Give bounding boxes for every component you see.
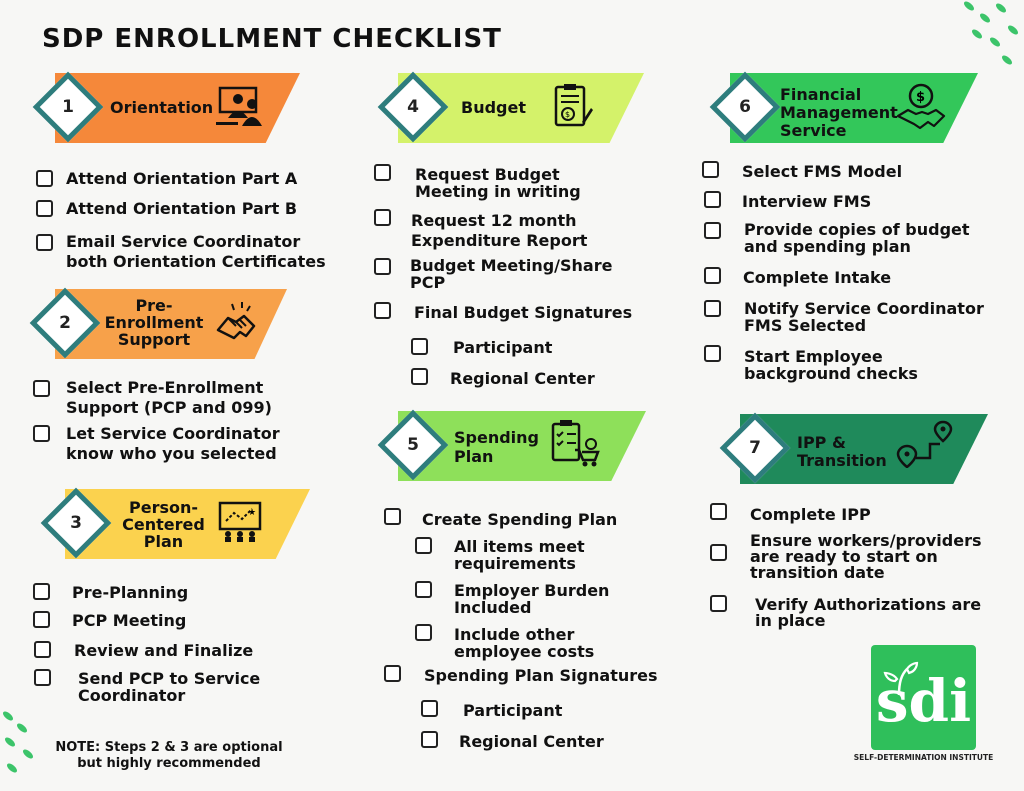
checkbox-final-budget-signatures[interactable] [374, 302, 391, 319]
checkbox-employer-burden[interactable] [415, 581, 432, 598]
checkbox-pcp-meeting[interactable] [33, 611, 50, 628]
item-interview-fms: Interview FMS [742, 192, 872, 211]
logo-wordmark: sdi [875, 667, 972, 735]
step-5-number: 5 [407, 435, 419, 455]
item-budget-meeting-share: Budget Meeting/Share PCP [410, 256, 613, 292]
item-email-certificates: Email Service Coordinator both Orientation Certificates [66, 232, 326, 271]
item-spending-plan-signatures: Spending Plan Signatures [424, 666, 658, 685]
step-7-title: IPP & Transition [797, 433, 887, 470]
step-1-title: Orientation [110, 98, 214, 117]
item-select-pre-enrollment: Select Pre-Enrollment Support (PCP and 099) [66, 378, 272, 417]
checkbox-employee-costs[interactable] [415, 624, 432, 641]
step-7-number: 7 [749, 438, 761, 458]
checkbox-attend-orientation-b[interactable] [36, 200, 53, 217]
route-pin-icon [893, 420, 955, 468]
checkbox-spending-plan-signatures[interactable] [384, 665, 401, 682]
checkbox-let-coordinator-know[interactable] [33, 425, 50, 442]
step-2-title: Pre-Enrollment Support [104, 296, 204, 349]
checkbox-provide-copies[interactable] [704, 222, 721, 239]
checkbox-interview-fms[interactable] [704, 191, 721, 208]
checkbox-spending-regional-center[interactable] [421, 731, 438, 748]
item-background-checks: Start Employee background checks [744, 347, 918, 383]
checkbox-request-budget-meeting[interactable] [374, 164, 391, 181]
checkbox-select-fms-model[interactable] [702, 161, 719, 178]
item-complete-ipp: Complete IPP [750, 505, 871, 524]
checkbox-notify-coordinator[interactable] [704, 300, 721, 317]
step-4-number: 4 [407, 97, 419, 117]
item-let-coordinator-know: Let Service Coordinator know who you selected [66, 424, 280, 463]
item-review-finalize: Review and Finalize [74, 641, 254, 660]
footnote: NOTE: Steps 2 & 3 are optional but highly recommended [55, 740, 283, 771]
item-budget-participant: Participant [453, 338, 553, 357]
svg-text:$: $ [565, 110, 571, 119]
handshake-icon [214, 300, 260, 344]
presentation-icon [214, 86, 264, 128]
decorative-dots-bottom-left [0, 708, 45, 788]
item-spending-regional-center: Regional Center [459, 732, 604, 751]
money-handshake-icon [896, 82, 946, 132]
item-create-spending-plan: Create Spending Plan [422, 510, 618, 529]
checkbox-complete-ipp[interactable] [710, 503, 727, 520]
checkbox-budget-participant[interactable] [411, 338, 428, 355]
item-send-pcp: Send PCP to Service Coordinator [78, 669, 261, 705]
svg-text:★: ★ [248, 508, 257, 518]
item-select-fms-model: Select FMS Model [742, 162, 903, 181]
step-6-title: Financial Management Service [780, 85, 898, 140]
checkbox-all-items-meet[interactable] [415, 537, 432, 554]
step-3-number: 3 [70, 513, 82, 533]
item-final-budget-signatures: Final Budget Signatures [414, 303, 633, 322]
item-spending-participant: Participant [463, 701, 563, 720]
item-request-budget-meeting: Request Budget Meeting in writing [415, 165, 581, 201]
step-4-title: Budget [461, 98, 526, 117]
checkbox-create-spending-plan[interactable] [384, 508, 401, 525]
checkbox-budget-meeting-share[interactable] [374, 258, 391, 275]
sdi-logo [871, 645, 976, 750]
checkbox-spending-participant[interactable] [421, 700, 438, 717]
item-employer-burden: Employer Burden Included [454, 581, 610, 617]
checkbox-budget-regional-center[interactable] [411, 368, 428, 385]
checklist-cart-icon [549, 418, 601, 468]
page-title: SDP ENROLLMENT CHECKLIST [42, 24, 502, 54]
checkbox-request-expenditure-report[interactable] [374, 209, 391, 226]
checkbox-review-finalize[interactable] [34, 641, 51, 658]
checkbox-background-checks[interactable] [704, 345, 721, 362]
item-all-items-meet: All items meet requirements [454, 537, 585, 573]
checkbox-email-certificates[interactable] [36, 234, 53, 251]
checkbox-complete-intake[interactable] [704, 267, 721, 284]
step-6-number: 6 [739, 97, 751, 117]
item-pcp-meeting: PCP Meeting [72, 611, 187, 630]
item-provide-copies: Provide copies of budget and spending plan [744, 220, 970, 256]
item-attend-orientation-b: Attend Orientation Part B [66, 199, 298, 218]
item-budget-regional-center: Regional Center [450, 369, 595, 388]
item-notify-coordinator: Notify Service Coordinator FMS Selected [744, 299, 984, 335]
decorative-dots-top-right [955, 0, 1024, 70]
step-5-title: Spending Plan [454, 428, 539, 466]
checkbox-select-pre-enrollment[interactable] [33, 380, 50, 397]
checkbox-pre-planning[interactable] [33, 583, 50, 600]
item-ensure-workers: Ensure workers/providers are ready to start on transition date [750, 531, 982, 582]
item-employee-costs: Include other employee costs [454, 625, 595, 661]
item-request-expenditure-report: Request 12 month Expenditure Report [411, 211, 588, 250]
step-2-number: 2 [59, 313, 71, 333]
step-1-number: 1 [62, 97, 74, 117]
item-verify-authorizations: Verify Authorizations are in place [755, 595, 982, 630]
checkbox-ensure-workers[interactable] [710, 544, 727, 561]
item-complete-intake: Complete Intake [743, 268, 892, 287]
step-3-title: Person-Centered Plan [122, 498, 205, 551]
checkbox-attend-orientation-a[interactable] [36, 170, 53, 187]
checkbox-send-pcp[interactable] [34, 669, 51, 686]
planning-board-icon [218, 501, 262, 543]
item-attend-orientation-a: Attend Orientation Part A [66, 169, 298, 188]
item-pre-planning: Pre-Planning [72, 583, 189, 602]
budget-clipboard-icon [552, 82, 594, 130]
checkbox-verify-authorizations[interactable] [710, 595, 727, 612]
svg-text:$: $ [916, 90, 926, 105]
logo-caption: SELF-DETERMINATION INSTITUTE [853, 753, 994, 762]
